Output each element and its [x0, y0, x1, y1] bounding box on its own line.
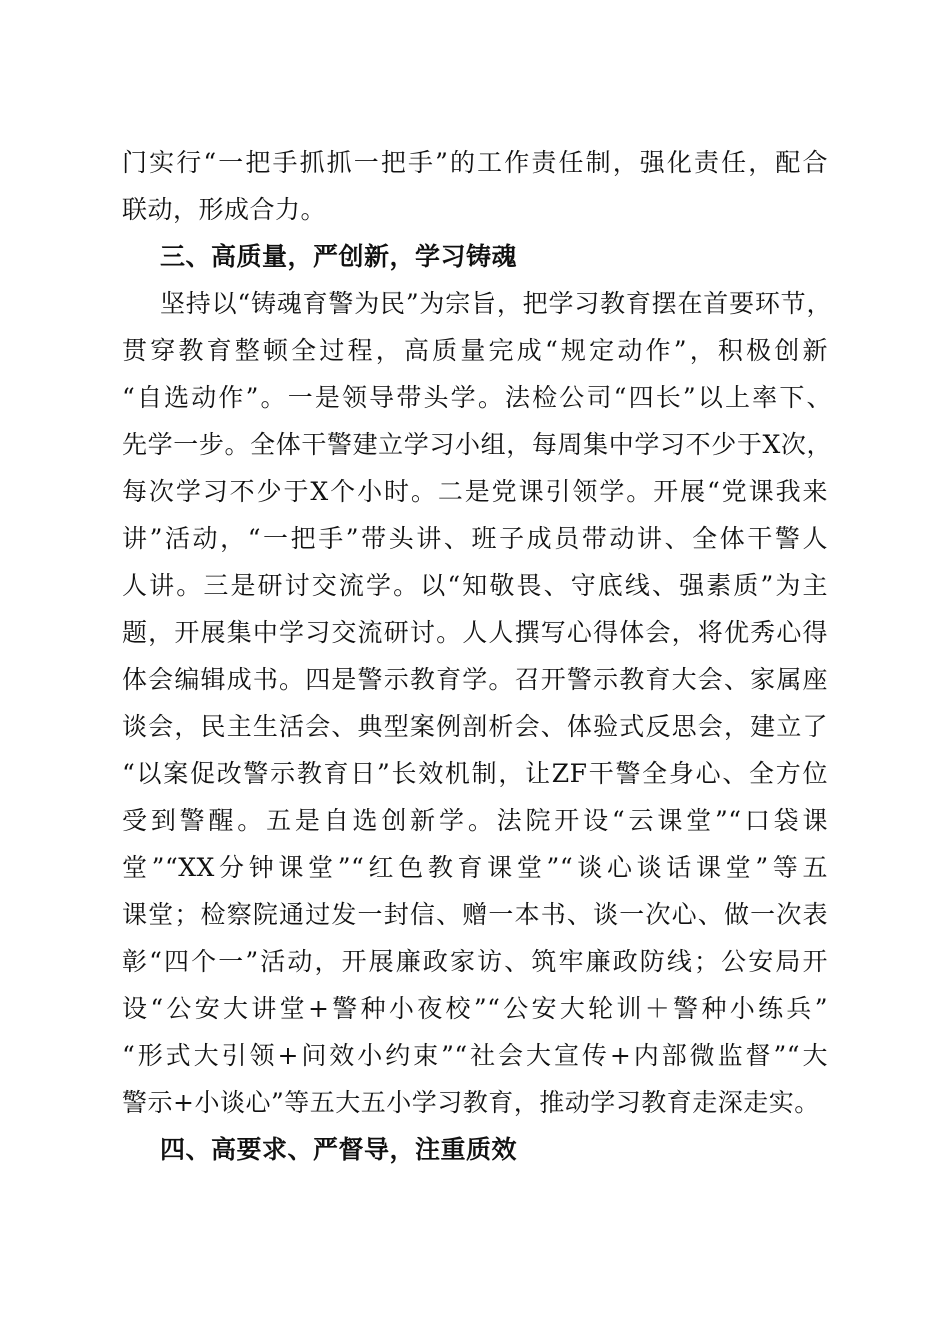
body-line-6: “自选动作”。一是领导带头学。法检公司“四长”以上率下、 — [122, 383, 832, 412]
body-line-8: 每次学习不少于X个小时。二是党课引领学。开展“党课我来 — [122, 477, 828, 506]
body-line-18: 彰“四个一”活动，开展廉政家访、筑牢廉政防线；公安局开 — [122, 947, 828, 976]
body-line-11: 题，开展集中学习交流研讨。人人撰写心得体会，将优秀心得 — [122, 618, 828, 647]
body-line-7: 先学一步。全体干警建立学习小组，每周集中学习不少于X次， — [122, 430, 832, 459]
body-line-17: 课堂；检察院通过发一封信、赠一本书、谈一次心、做一次表 — [122, 900, 828, 929]
body-line-5: 贯穿教育整顿全过程，高质量完成“规定动作”，积极创新 — [122, 336, 828, 365]
body-line-16: 堂”“XX分钟课堂”“红色教育课堂”“谈心谈话课堂”等五 — [122, 853, 828, 882]
body-line-4: 坚持以“铸魂育警为民”为宗旨，把学习教育摆在首要环节， — [160, 289, 832, 318]
body-line-14: “以案促改警示教育日”长效机制，让ZF干警全身心、全方位 — [122, 759, 828, 788]
body-line-10: 人讲。三是研讨交流学。以“知敬畏、守底线、强素质”为主 — [122, 571, 828, 600]
body-line-9: 讲”活动，“一把手”带头讲、班子成员带动讲、全体干警人 — [122, 524, 828, 553]
body-line-12: 体会编辑成书。四是警示教育学。召开警示教育大会、家属座 — [122, 665, 828, 694]
body-line-20: “形式大引领+问效小约束”“社会大宣传+内部微监督”“大 — [122, 1041, 828, 1070]
section-heading-3: 三、高质量，严创新，学习铸魂 — [160, 242, 518, 271]
body-line-1: 门实行“一把手抓抓一把手”的工作责任制，强化责任，配合 — [122, 148, 828, 177]
body-line-13: 谈会，民主生活会、典型案例剖析会、体验式反思会，建立了 — [122, 712, 828, 741]
body-line-21: 警示+小谈心”等五大五小学习教育，推动学习教育走深走实。 — [122, 1088, 820, 1117]
section-heading-22: 四、高要求、严督导，注重质效 — [160, 1135, 518, 1164]
body-line-19: 设“公安大讲堂+警种小夜校”“公安大轮训＋警种小练兵” — [122, 994, 828, 1023]
body-line-2: 联动，形成合力。 — [122, 195, 327, 224]
body-line-15: 受到警醒。五是自选创新学。法院开设“云课堂”“口袋课 — [122, 806, 828, 835]
